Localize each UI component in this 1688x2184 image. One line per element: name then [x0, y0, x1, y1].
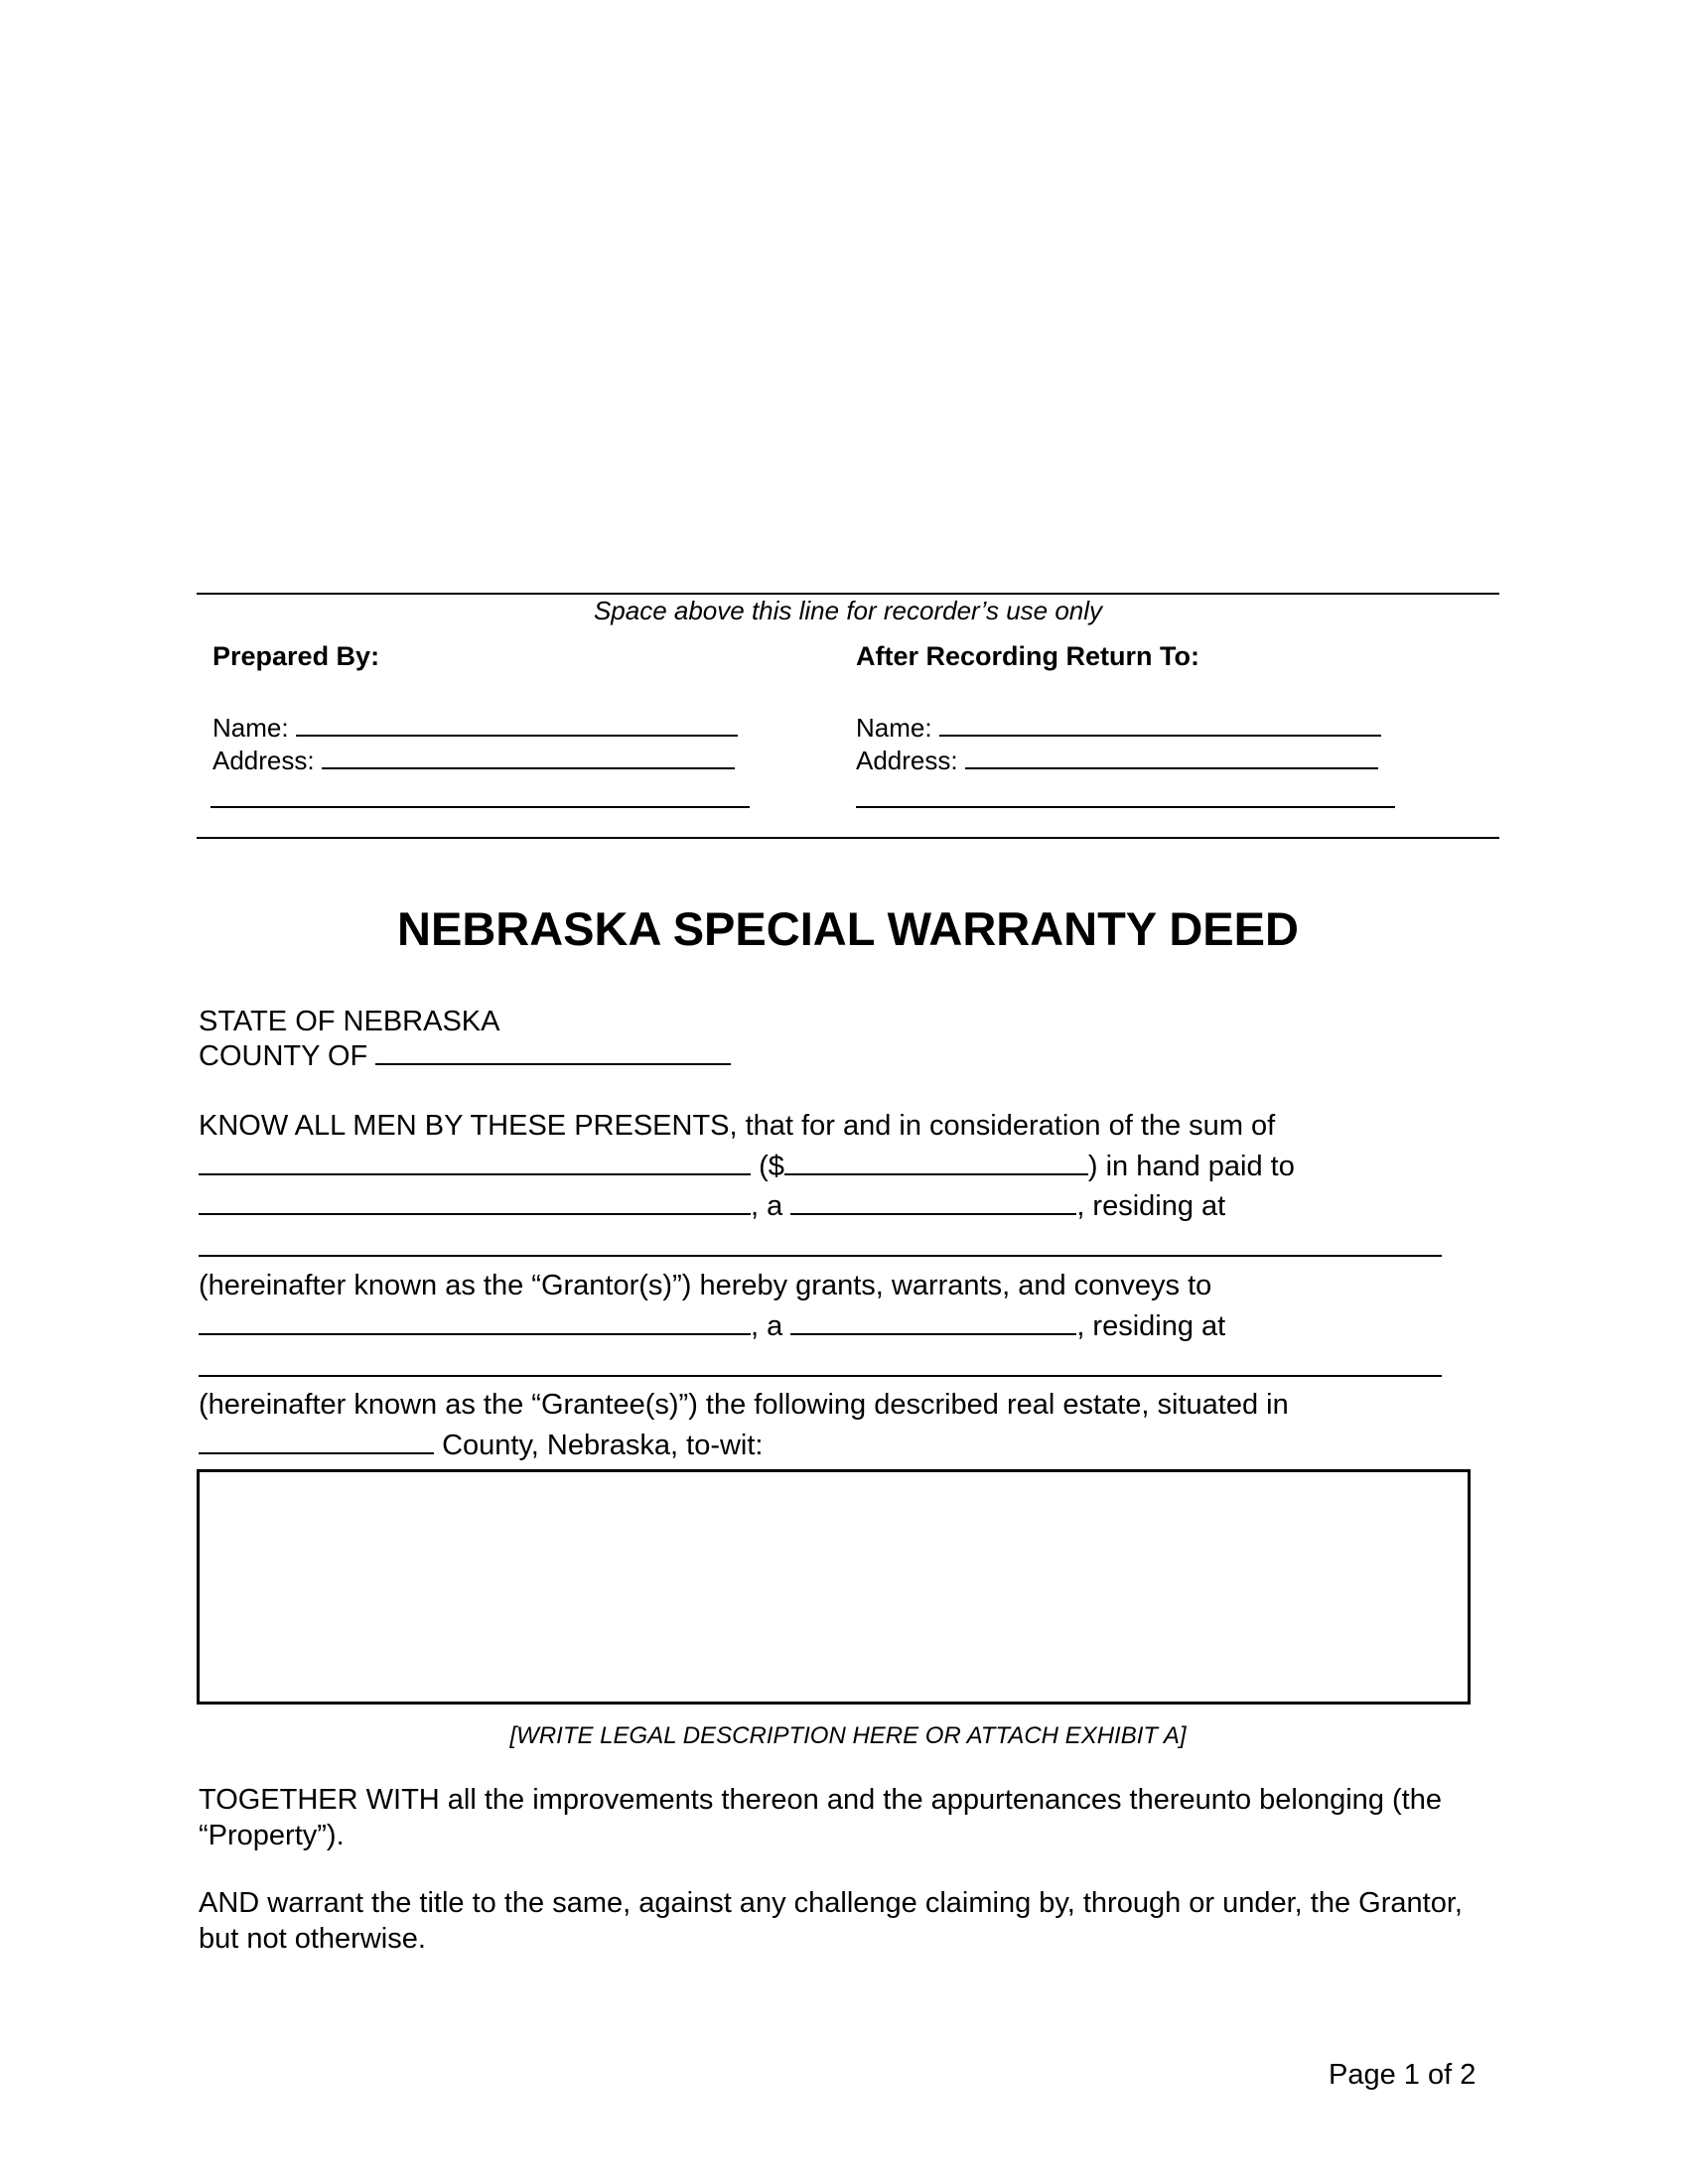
prepared-by-address-field[interactable]	[322, 746, 735, 769]
return-to-address-label: Address:	[856, 746, 958, 775]
prepared-by-name-label: Name:	[212, 713, 289, 743]
prepared-by-name-row	[212, 713, 738, 744]
grantee-marital-status-field[interactable]	[790, 1309, 1076, 1335]
grantor-marital-status-field[interactable]	[790, 1189, 1076, 1215]
dollar-open: ($	[759, 1151, 784, 1182]
grantor-clause: (hereinafter known as the “Grantor(s)”) hereby grants, warrants, and conveys to	[199, 1270, 1212, 1301]
consideration-intro: KNOW ALL MEN BY THESE PRESENTS, that for and in consideration of the sum of	[199, 1110, 1276, 1142]
county-field[interactable]	[375, 1039, 731, 1065]
consideration-amount-row	[199, 1149, 1295, 1184]
prepared-by-name-field[interactable]	[296, 713, 738, 737]
property-county-row	[199, 1428, 763, 1463]
prepared-by-address-line2[interactable]	[211, 806, 750, 808]
return-to-name-label: Name:	[856, 713, 932, 743]
return-to-address-line2[interactable]	[856, 806, 1395, 808]
consideration-amount-dollars-field[interactable]	[784, 1150, 1088, 1175]
recorder-note: Space above this line for recorder’s use only	[593, 596, 1103, 625]
return-to-name-field[interactable]	[939, 713, 1381, 737]
return-to-address-field[interactable]	[965, 746, 1378, 769]
document-title: NEBRASKA SPECIAL WARRANTY DEED	[397, 902, 1299, 955]
prepared-by-address-row	[212, 746, 735, 776]
return-to-address-row	[856, 746, 1378, 776]
return-to-heading: After Recording Return To:	[856, 641, 1199, 671]
grantee-address-field[interactable]	[199, 1375, 1442, 1377]
property-county-field[interactable]	[199, 1429, 434, 1454]
state-line: STATE OF NEBRASKA	[199, 1006, 500, 1037]
grantor-residing-at: , residing at	[1076, 1190, 1226, 1222]
warrant-title-paragraph: AND warrant the title to the same, against any challenge claiming by, through or under, the Grantor, but not otherwise.	[199, 1887, 1463, 1955]
prepared-by-address-label: Address:	[212, 746, 315, 775]
page-number: Page 1 of 2	[1329, 2059, 1477, 2091]
grantee-clause: (hereinafter known as the “Grantee(s)”) the following described real estate, situated in	[199, 1389, 1289, 1421]
together-with-paragraph: TOGETHER WITH all the improvements thereon and the appurtenances thereunto belonging (the “Property”).	[199, 1784, 1442, 1851]
county-label: COUNTY OF	[199, 1040, 368, 1072]
grantee-name-field[interactable]	[199, 1309, 751, 1335]
grantee-comma-a: , a	[751, 1310, 783, 1342]
grantor-name-row	[199, 1188, 1225, 1224]
grantor-address-field[interactable]	[199, 1255, 1442, 1257]
grantor-comma-a: , a	[751, 1190, 783, 1222]
hand-paid-to: ) in hand paid to	[1087, 1151, 1295, 1182]
legal-description-box[interactable]	[197, 1469, 1471, 1705]
consideration-amount-words-field[interactable]	[199, 1150, 751, 1175]
recorder-bottom-rule	[197, 837, 1499, 839]
prepared-by-heading: Prepared By:	[212, 641, 380, 671]
grantee-residing-at: , residing at	[1076, 1310, 1226, 1342]
grantee-name-row	[199, 1308, 1225, 1344]
legal-description-caption: [WRITE LEGAL DESCRIPTION HERE OR ATTACH EXHIBIT A]	[509, 1722, 1187, 1749]
return-to-name-row	[856, 713, 1381, 744]
county-row	[199, 1038, 731, 1074]
recorder-top-rule	[197, 593, 1499, 595]
county-nebraska-text: County, Nebraska, to-wit:	[442, 1430, 764, 1461]
grantor-name-field[interactable]	[199, 1189, 751, 1215]
